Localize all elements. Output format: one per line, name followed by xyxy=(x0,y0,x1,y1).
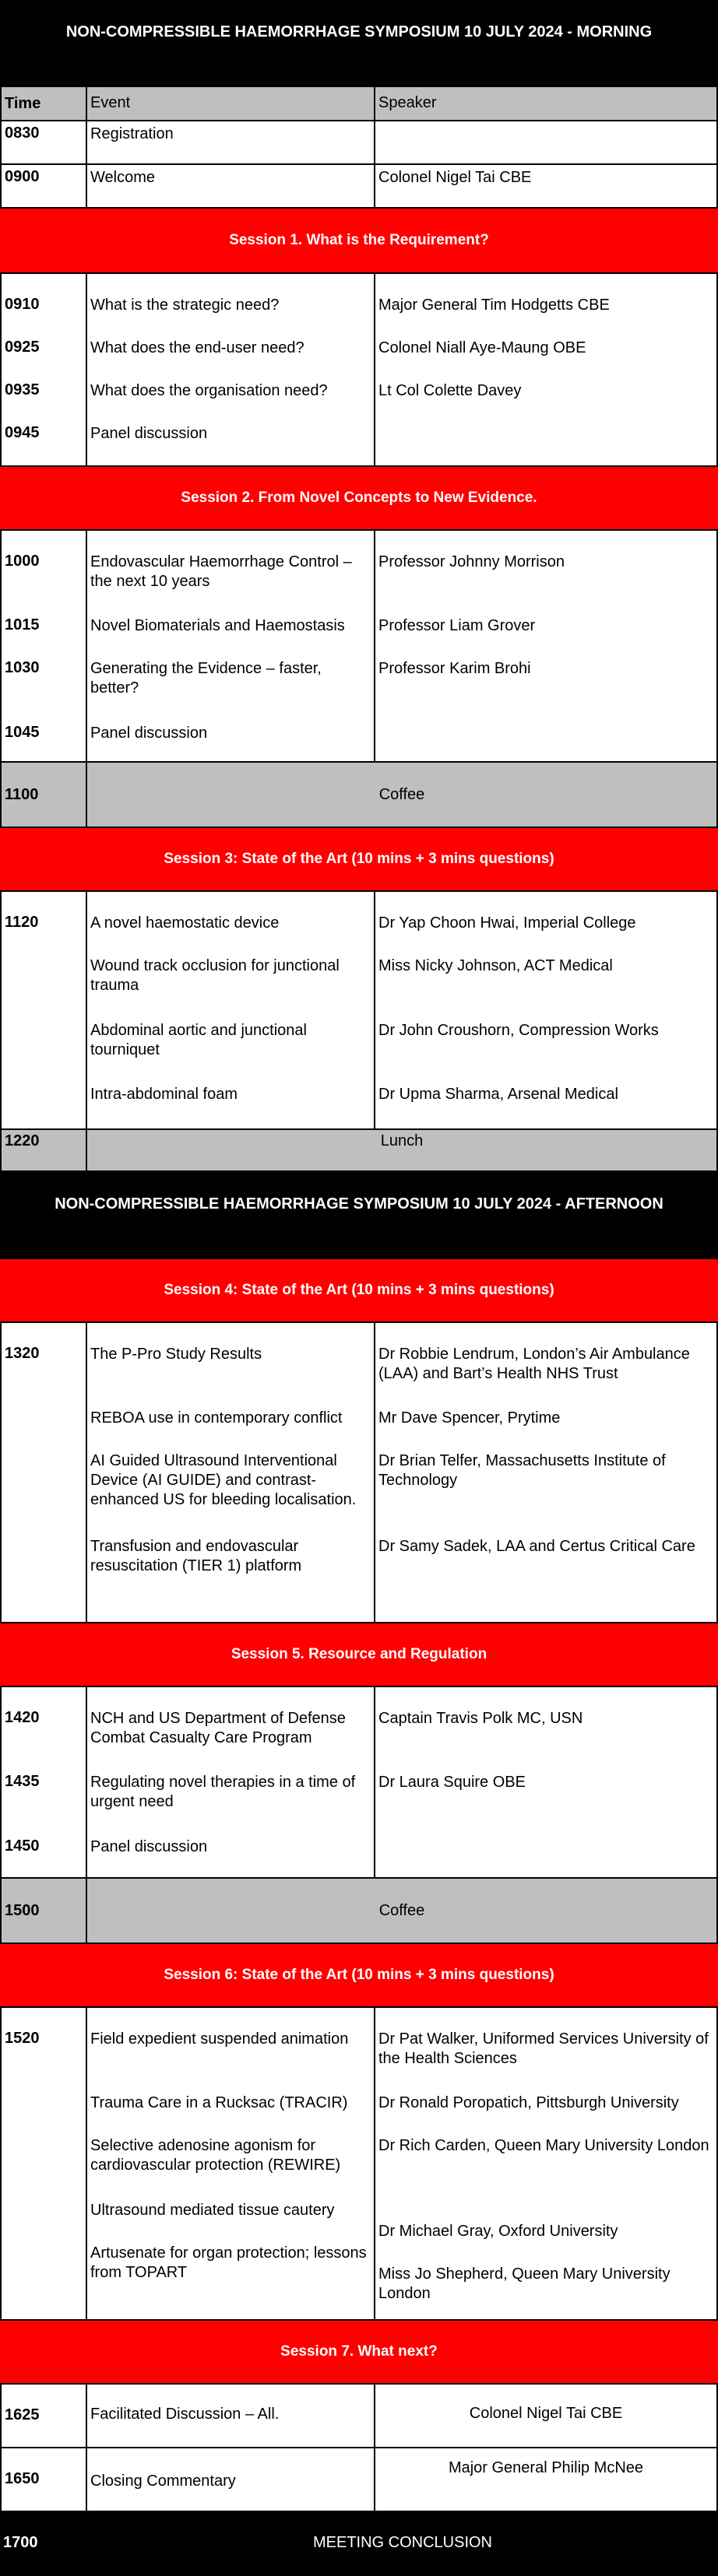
row-time: 0900 xyxy=(5,168,40,185)
speaker-cell xyxy=(375,274,718,465)
conclusion-cell xyxy=(87,2512,718,2576)
break-label: Coffee xyxy=(378,1902,425,1919)
row-event: A novel haemostatic device xyxy=(90,914,280,932)
speaker-cell xyxy=(375,1687,718,1877)
row-speaker: Dr Yap Choon Hwai, Imperial College xyxy=(378,914,636,932)
row-event: Trauma Care in a Rucksac (TRACIR) xyxy=(90,2094,348,2111)
row-time: 1045 xyxy=(5,724,40,741)
row-speaker: Dr Laura Squire OBE xyxy=(378,1774,526,1791)
row-time: 0945 xyxy=(5,424,40,441)
event-cell xyxy=(87,531,375,761)
row-time: 1450 xyxy=(5,1837,40,1855)
row-speaker: Miss Nicky Johnson, ACT Medical xyxy=(378,957,613,974)
session-2-title: Session 2. From Novel Concepts to New Evidence. xyxy=(181,490,537,506)
session-1-header xyxy=(0,207,718,272)
session-4-header xyxy=(0,1258,718,1321)
row-event: Abdominal aortic and junctional tourniquet xyxy=(90,1022,307,1058)
break-cell xyxy=(87,1879,718,1943)
time-cell xyxy=(0,1687,87,1877)
row-event: Regulating novel therapies in a time of urgent need xyxy=(90,1774,356,1810)
time-cell xyxy=(0,1879,87,1943)
event-cell xyxy=(87,2008,375,2319)
row-event: Wound track occlusion for junctional trauma xyxy=(90,957,340,994)
time-cell xyxy=(0,763,87,826)
row-speaker: Major General Tim Hodgetts CBE xyxy=(378,297,610,314)
row-event: Panel discussion xyxy=(90,725,208,742)
speaker-cell xyxy=(375,2385,718,2447)
session-1-title: Session 1. What is the Requirement? xyxy=(229,232,489,248)
row-speaker: Dr Samy Sadek, LAA and Certus Critical Care xyxy=(378,1538,695,1555)
session-7-title: Session 7. What next? xyxy=(280,2343,438,2360)
row-time: 1030 xyxy=(5,659,40,676)
row-time: 1700 xyxy=(3,2534,38,2551)
header-speaker: Speaker xyxy=(378,94,437,111)
session-6-block xyxy=(0,2006,718,2319)
row-event: The P-Pro Study Results xyxy=(90,1346,262,1363)
speaker-cell xyxy=(375,2008,718,2319)
row-event: Closing Commentary xyxy=(90,2472,236,2490)
row-speaker: Lt Col Colette Davey xyxy=(378,382,522,399)
row-time: 0935 xyxy=(5,381,40,398)
row-speaker: Dr Michael Gray, Oxford University xyxy=(378,2223,618,2240)
event-cell xyxy=(87,892,375,1128)
event-cell xyxy=(87,2448,375,2511)
session-4-block xyxy=(0,1321,718,1622)
table-row xyxy=(0,2447,718,2511)
header-time: Time xyxy=(5,95,41,112)
lunch-break xyxy=(0,1128,718,1170)
row-event: Novel Biomaterials and Haemostasis xyxy=(90,617,345,634)
row-event: What is the strategic need? xyxy=(90,297,280,314)
row-time: 1000 xyxy=(5,553,40,570)
row-time: 1120 xyxy=(5,914,39,931)
break-cell xyxy=(87,763,718,826)
time-cell xyxy=(0,531,87,761)
session-3-title: Session 3: State of the Art (10 mins + 3 mins questions) xyxy=(164,851,554,867)
time-cell xyxy=(0,165,87,207)
row-time: 1320 xyxy=(5,1345,40,1362)
row-speaker: Miss Jo Shepherd, Queen Mary University London xyxy=(378,2265,670,2302)
table-row xyxy=(0,120,718,163)
row-time: 0830 xyxy=(5,125,40,142)
row-speaker: Dr Brian Telfer, Massachusetts Institute of Technology xyxy=(378,1452,666,1489)
row-speaker: Dr Ronald Poropatich, Pittsburgh University xyxy=(378,2094,679,2111)
row-event: Panel discussion xyxy=(90,1838,208,1855)
time-cell xyxy=(0,1130,87,1170)
row-event: Artusenate for organ protection; lessons from TOPART xyxy=(90,2244,367,2281)
row-time: 0910 xyxy=(5,296,40,313)
session-2-block xyxy=(0,529,718,761)
row-event: Panel discussion xyxy=(90,425,208,442)
row-speaker: Dr Pat Walker, Uniformed Services University of the Health Sciences xyxy=(378,2030,709,2067)
row-time: 1650 xyxy=(5,2470,40,2487)
row-time: 1420 xyxy=(5,1709,40,1726)
afternoon-title: NON-COMPRESSIBLE HAEMORRHAGE SYMPOSIUM 10 JULY 2024 - AFTERNOON xyxy=(55,1195,663,1213)
row-event: Selective adenosine agonism for cardiovascular protection (REWIRE) xyxy=(90,2137,341,2174)
row-speaker: Professor Johnny Morrison xyxy=(378,553,565,570)
session-2-header xyxy=(0,465,718,529)
header-time-cell xyxy=(0,87,87,120)
row-event: Ultrasound mediated tissue cautery xyxy=(90,2202,335,2219)
event-cell xyxy=(87,2385,375,2447)
row-speaker: Professor Karim Brohi xyxy=(378,660,531,677)
session-1-block xyxy=(0,272,718,465)
time-cell xyxy=(0,1323,87,1622)
row-time: 1520 xyxy=(5,2030,40,2047)
row-event: NCH and US Department of Defense Combat Casualty Care Program xyxy=(90,1710,346,1746)
speaker-cell xyxy=(375,531,718,761)
row-event: Endovascular Haemorrhage Control – the next 10 years xyxy=(90,553,352,590)
header-event-cell xyxy=(87,87,375,120)
row-event: Intra-abdominal foam xyxy=(90,1086,238,1103)
event-cell xyxy=(87,1323,375,1622)
session-5-block xyxy=(0,1686,718,1877)
header-speaker-cell xyxy=(375,87,718,120)
event-cell xyxy=(87,274,375,465)
speaker-cell xyxy=(375,165,718,207)
row-event: REBOA use in contemporary conflict xyxy=(90,1409,343,1427)
afternoon-title-bar xyxy=(0,1170,718,1258)
event-cell xyxy=(87,165,375,207)
time-cell xyxy=(0,2385,87,2447)
row-speaker: Colonel Nigel Tai CBE xyxy=(378,169,532,186)
row-speaker: Major General Philip McNee xyxy=(448,2459,644,2476)
row-speaker: Captain Travis Polk MC, USN xyxy=(378,1710,583,1727)
row-time: 1435 xyxy=(5,1773,40,1790)
row-event: Facilitated Discussion – All. xyxy=(90,2406,280,2423)
row-event: Generating the Evidence – faster, better? xyxy=(90,660,322,697)
break-label: Lunch xyxy=(380,1132,424,1149)
row-event: Field expedient suspended animation xyxy=(90,2030,349,2048)
time-cell xyxy=(0,892,87,1128)
row-speaker: Colonel Niall Aye-Maung OBE xyxy=(378,339,586,356)
time-cell xyxy=(0,2008,87,2319)
time-cell xyxy=(0,121,87,163)
row-time: 1625 xyxy=(5,2406,40,2423)
speaker-cell xyxy=(375,121,718,163)
session-6-title: Session 6: State of the Art (10 mins + 3 mins questions) xyxy=(164,1967,554,1983)
row-event: Transfusion and endovascular resuscitation (TIER 1) platform xyxy=(90,1538,302,1574)
conclusion-label: MEETING CONCLUSION xyxy=(312,2534,493,2551)
row-event: What does the end-user need? xyxy=(90,339,304,356)
row-event: AI Guided Ultrasound Interventional Device (AI GUIDE) and contrast-enhanced US for bleeding localisation. xyxy=(90,1452,357,1508)
meeting-conclusion xyxy=(0,2511,718,2576)
time-cell xyxy=(0,274,87,465)
session-7-header xyxy=(0,2319,718,2383)
speaker-cell xyxy=(375,892,718,1128)
event-cell xyxy=(87,1687,375,1877)
row-speaker: Colonel Nigel Tai CBE xyxy=(469,2405,623,2422)
table-row xyxy=(0,163,718,207)
row-time: 1220 xyxy=(5,1132,40,1149)
session-4-title: Session 4: State of the Art (10 mins + 3 mins questions) xyxy=(164,1282,554,1298)
session-6-header xyxy=(0,1943,718,2006)
row-time: 1500 xyxy=(5,1902,40,1919)
time-cell xyxy=(0,2448,87,2511)
table-header xyxy=(0,86,718,120)
header-event: Event xyxy=(90,94,131,111)
morning-title: NON-COMPRESSIBLE HAEMORRHAGE SYMPOSIUM 10 JULY 2024 - MORNING xyxy=(65,23,653,40)
session-3-header xyxy=(0,826,718,890)
break-cell xyxy=(87,1130,718,1170)
session-5-header xyxy=(0,1622,718,1686)
row-time: 0925 xyxy=(5,339,40,356)
row-speaker: Dr John Croushorn, Compression Works xyxy=(378,1022,659,1039)
row-speaker: Dr Upma Sharma, Arsenal Medical xyxy=(378,1086,618,1103)
row-time: 1015 xyxy=(5,616,40,633)
row-event: Welcome xyxy=(90,169,155,186)
row-time: 1100 xyxy=(5,786,39,803)
speaker-cell xyxy=(375,2448,718,2511)
session-3-block xyxy=(0,890,718,1128)
speaker-cell xyxy=(375,1323,718,1622)
row-speaker: Mr Dave Spencer, Prytime xyxy=(378,1409,561,1427)
table-row xyxy=(0,2383,718,2447)
row-event: What does the organisation need? xyxy=(90,382,328,399)
time-cell xyxy=(0,2512,87,2576)
row-speaker: Dr Rich Carden, Queen Mary University London xyxy=(378,2137,709,2154)
row-event: Registration xyxy=(90,125,174,142)
break-label: Coffee xyxy=(378,786,425,803)
row-speaker: Professor Liam Grover xyxy=(378,617,536,634)
event-cell xyxy=(87,121,375,163)
coffee-break-afternoon xyxy=(0,1877,718,1943)
row-speaker: Dr Robbie Lendrum, London’s Air Ambulance (LAA) and Bart’s Health NHS Trust xyxy=(378,1346,690,1382)
session-5-title: Session 5. Resource and Regulation xyxy=(231,1646,487,1662)
morning-title-bar xyxy=(0,0,718,86)
coffee-break-morning xyxy=(0,761,718,826)
